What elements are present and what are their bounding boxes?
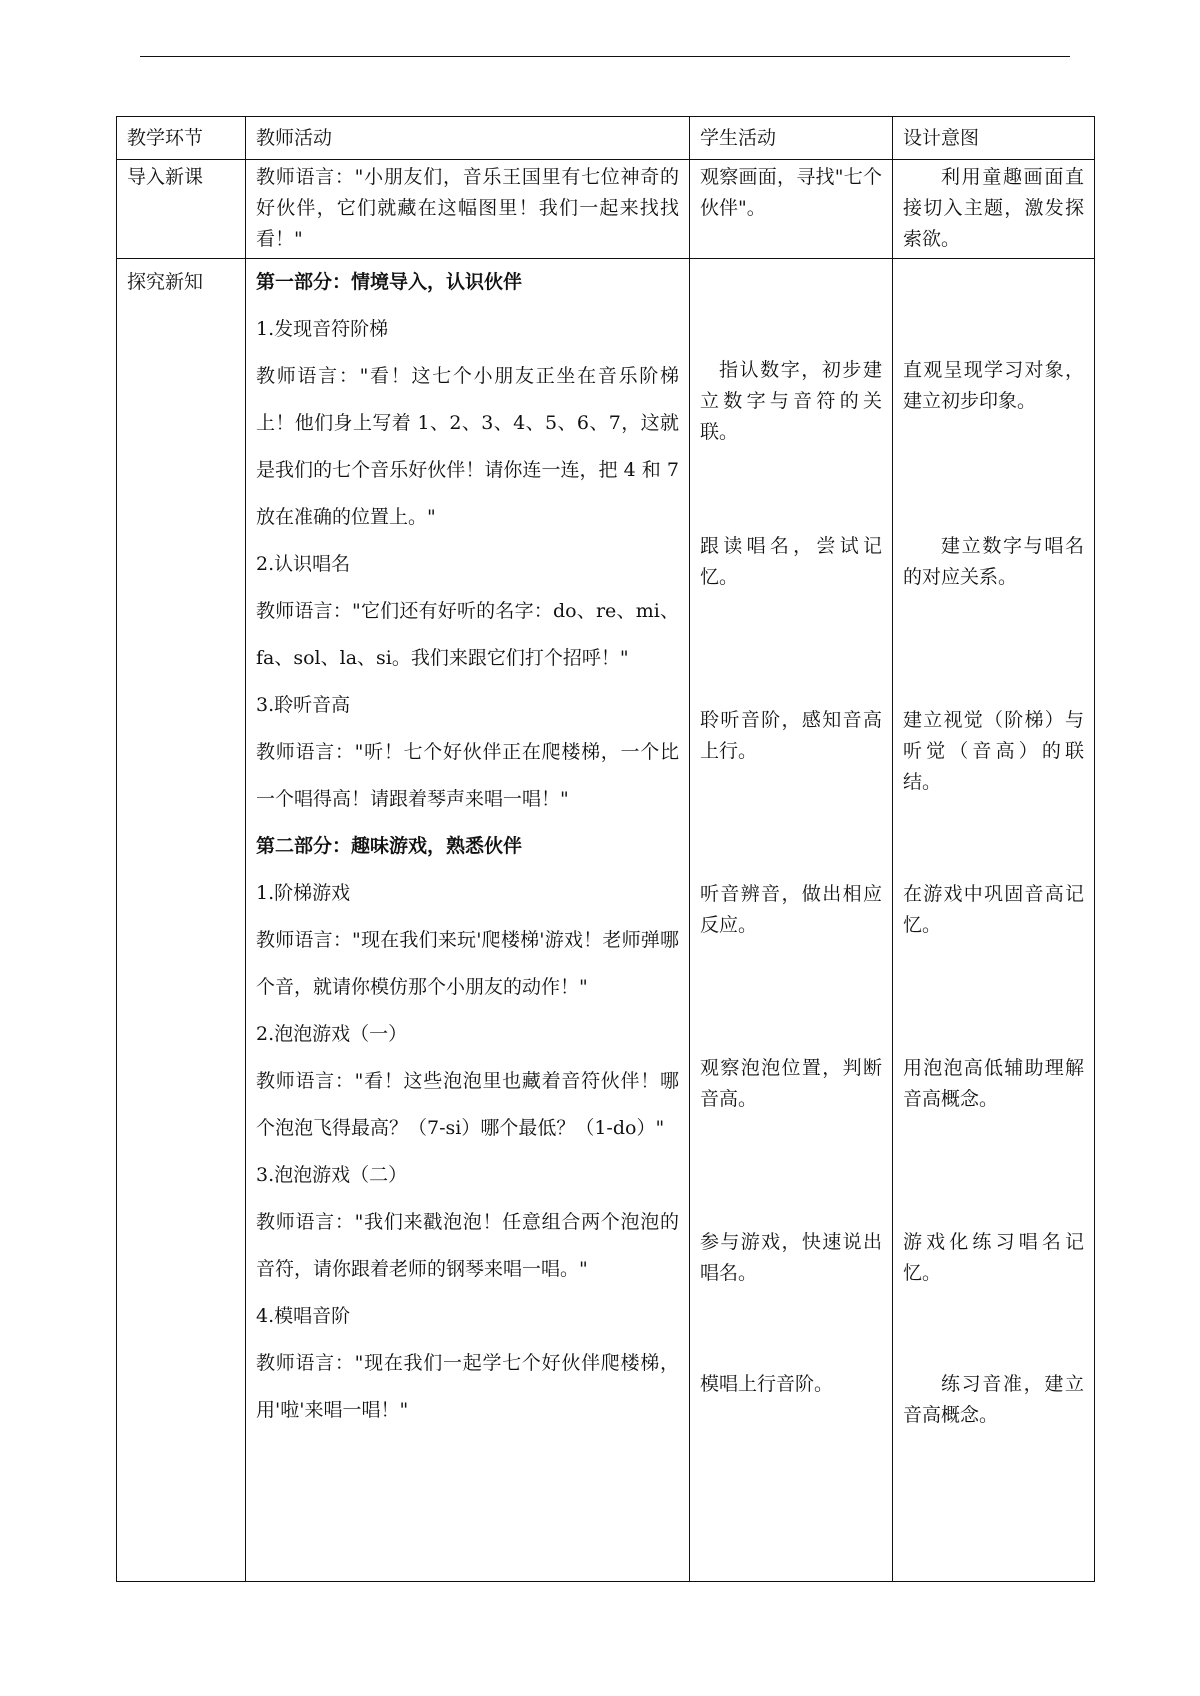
p1-3-title: 3.聆听音高 (256, 694, 351, 716)
p2-4-intent: 练习音准，建立音高概念。 (903, 1373, 1084, 1426)
p1-1-text: 教师语言："看！这七个小朋友正坐在音乐阶梯上！他们身上写着 1、2、3、4、5、6、7，这就是我们的七个音乐好伙伴！请你连一连，把 4 和 7 放在准确的位置上。" (256, 365, 679, 528)
p1-2-intent: 建立数字与唱名的对应关系。 (903, 535, 1084, 588)
p1-2-student: 跟读唱名，尝试记忆。 (700, 535, 882, 588)
lesson-plan-table (116, 116, 1095, 1582)
intent-intro: 利用童趣画面直接切入主题，激发探索欲。 (893, 160, 1095, 259)
p2-2-intent: 用泡泡高低辅助理解音高概念。 (903, 1057, 1084, 1110)
p2-2-text: 教师语言："看！这些泡泡里也藏着音符伙伴！哪个泡泡飞得最高？（7-si）哪个最低？（1-do）" (256, 1070, 679, 1139)
p2-3-title: 3.泡泡游戏（二） (256, 1164, 408, 1186)
p2-4-title: 4.模唱音阶 (256, 1305, 351, 1327)
part1-title: 第一部分：情境导入，认识伙伴 (256, 271, 523, 293)
header-student: 学生活动 (690, 117, 893, 160)
p2-2-title: 2.泡泡游戏（一） (256, 1023, 408, 1045)
p1-1-student: 指认数字，初步建立数字与音符的关联。 (700, 359, 882, 443)
p1-3-intent: 建立视觉（阶梯）与听觉（音高）的联结。 (903, 709, 1084, 793)
teacher-explore (246, 259, 690, 1582)
student-intro: 观察画面，寻找"七个伙伴"。 (690, 160, 893, 259)
p1-3-student: 聆听音阶，感知音高上行。 (700, 709, 882, 762)
stage-explore: 探究新知 (117, 259, 246, 1582)
p2-3-intent: 游戏化练习唱名记忆。 (903, 1231, 1084, 1284)
p2-2-student: 观察泡泡位置，判断音高。 (700, 1057, 882, 1110)
table-row-explore (117, 259, 1095, 1582)
table-row-intro (117, 160, 1095, 259)
p2-4-student: 模唱上行音阶。 (700, 1373, 834, 1395)
header-stage: 教学环节 (117, 117, 246, 160)
p2-1-student: 听音辨音，做出相应反应。 (700, 883, 882, 936)
p2-4-text: 教师语言："现在我们一起学七个好伙伴爬楼梯，用'啦'来唱一唱！" (256, 1352, 679, 1421)
p2-1-text: 教师语言："现在我们来玩'爬楼梯'游戏！老师弹哪个音，就请你模仿那个小朋友的动作！" (256, 929, 679, 998)
p1-1-title: 1.发现音符阶梯 (256, 318, 389, 340)
p1-1-intent: 直观呈现学习对象，建立初步印象。 (903, 359, 1084, 412)
table-header-row (117, 117, 1095, 160)
p2-1-title: 1.阶梯游戏 (256, 882, 351, 904)
p1-3-text: 教师语言："听！七个好伙伴正在爬楼梯，一个比一个唱得高！请跟着琴声来唱一唱！" (256, 741, 679, 810)
p1-2-title: 2.认识唱名 (256, 553, 351, 575)
p1-2-text: 教师语言："它们还有好听的名字：do、re、mi、fa、sol、la、si。我们来跟它们打个招呼！" (256, 600, 679, 669)
p2-3-student: 参与游戏，快速说出唱名。 (700, 1231, 882, 1284)
intent-explore (893, 259, 1095, 1582)
student-explore (690, 259, 893, 1582)
header-teacher: 教师活动 (246, 117, 690, 160)
p2-3-text: 教师语言："我们来戳泡泡！任意组合两个泡泡的音符，请你跟着老师的钢琴来唱一唱。" (256, 1211, 679, 1280)
stage-intro: 导入新课 (117, 160, 246, 259)
header-intent: 设计意图 (893, 117, 1095, 160)
header-rule (140, 56, 1070, 57)
part2-title: 第二部分：趣味游戏，熟悉伙伴 (256, 835, 523, 857)
teacher-intro: 教师语言："小朋友们，音乐王国里有七位神奇的好伙伴，它们就藏在这幅图里！我们一起来找找看！" (246, 160, 690, 259)
p2-1-intent: 在游戏中巩固音高记忆。 (903, 883, 1084, 936)
